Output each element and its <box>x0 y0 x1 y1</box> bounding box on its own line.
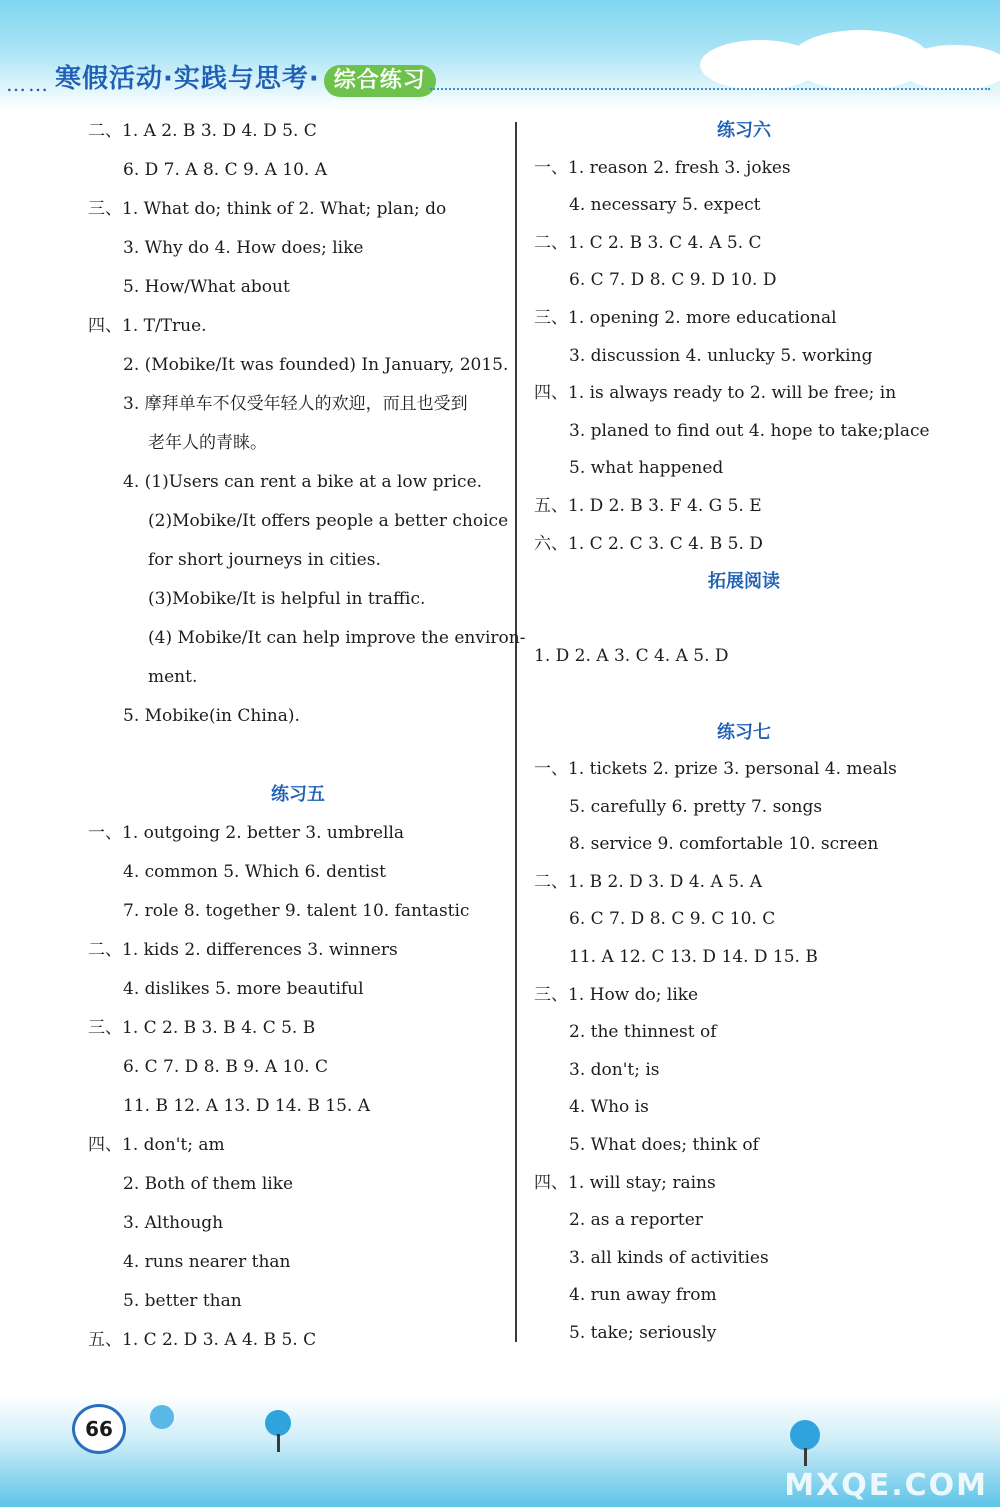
answer-line: 四、1. will stay; rains <box>534 1172 716 1193</box>
answer-line: 4. common 5. Which 6. dentist <box>123 862 386 882</box>
answer-line: 2. (Mobike/It was founded) In January, 2015. <box>123 355 509 375</box>
answer-line: 6. C 7. D 8. C 9. D 10. D <box>569 270 777 291</box>
answer-line: 2. Both of them like <box>123 1174 294 1194</box>
answer-line: 3. Why do 4. How does; like <box>123 238 364 258</box>
right-column <box>534 112 954 1353</box>
answer-line: 3. discussion 4. unlucky 5. working <box>569 345 873 366</box>
answer-line: 5. take; seriously <box>569 1323 717 1343</box>
spacer <box>88 736 508 775</box>
page-number: 66 <box>72 1404 126 1454</box>
answer-line: 五、1. C 2. D 3. A 4. B 5. C <box>88 1330 317 1350</box>
answer-line: 三、1. C 2. B 3. B 4. C 5. B <box>88 1018 316 1038</box>
header-pill: 综合练习 <box>324 65 436 97</box>
snow-tree-icon <box>150 1405 174 1429</box>
snow-tree-icon <box>265 1410 291 1436</box>
header-divider <box>430 88 990 90</box>
answer-line: 二、1. B 2. D 3. D 4. A 5. A <box>534 871 763 892</box>
answer-line: 6. D 7. A 8. C 9. A 10. A <box>123 160 328 180</box>
answer-line: 老年人的青睐。 <box>148 433 267 453</box>
answer-line: 11. B 12. A 13. D 14. B 15. A <box>123 1096 370 1116</box>
section-title: 练习七 <box>717 721 771 743</box>
answer-line: 11. A 12. C 13. D 14. D 15. B <box>569 947 818 968</box>
answer-line: 五、1. D 2. B 3. F 4. G 5. E <box>534 495 762 516</box>
answer-line: 5. How/What about <box>123 277 290 297</box>
answer-line: 2. the thinnest of <box>569 1022 717 1043</box>
header-title <box>55 58 436 97</box>
cloud-decoration <box>900 45 1000 90</box>
answer-line: 一、1. tickets 2. prize 3. personal 4. meals <box>534 759 897 780</box>
answer-line: 四、1. don't; am <box>88 1135 225 1155</box>
left-column <box>88 112 526 1360</box>
answer-line: 5. What does; think of <box>569 1135 759 1156</box>
answer-line: 三、1. How do; like <box>534 984 699 1005</box>
answer-line: 三、1. What do; think of 2. What; plan; do <box>88 199 447 219</box>
answer-line: 3. 摩拜单车不仅受年轻人的欢迎，而且也受到 <box>123 394 468 414</box>
answer-line: 三、1. opening 2. more educational <box>534 307 837 328</box>
answer-line: 二、1. A 2. B 3. D 4. D 5. C <box>88 121 317 141</box>
answer-line: 3. Although <box>123 1213 224 1233</box>
answer-line: 3. all kinds of activities <box>569 1247 769 1268</box>
header-title-text: 寒假活动·实践与思考· <box>55 64 320 94</box>
answer-line: 5. better than <box>123 1291 242 1311</box>
spacer <box>534 676 954 714</box>
watermark-text: MXQE.COM <box>784 1468 988 1503</box>
answer-line: 5. Mobike(in China). <box>123 706 300 726</box>
tree-trunk <box>804 1448 807 1466</box>
answer-line: 4. run away from <box>569 1285 717 1306</box>
answer-line: 一、1. outgoing 2. better 3. umbrella <box>88 823 405 843</box>
answer-line: (3)Mobike/It is helpful in traffic. <box>148 589 426 609</box>
answer-line: for short journeys in cities. <box>148 550 381 570</box>
answer-line: 4. dislikes 5. more beautiful <box>123 979 364 999</box>
section-title: 拓展阅读 <box>708 571 780 593</box>
answer-line: 6. C 7. D 8. B 9. A 10. C <box>123 1057 328 1077</box>
answer-line: 4. (1)Users can rent a bike at a low price. <box>123 472 483 492</box>
answer-line: (4) Mobike/It can help improve the environ- <box>148 628 526 648</box>
answer-line: 4. necessary 5. expect <box>569 195 761 216</box>
answer-line: 二、1. kids 2. differences 3. winners <box>88 940 398 960</box>
answer-line: 四、1. T/True. <box>88 316 207 336</box>
answer-line: 二、1. C 2. B 3. C 4. A 5. C <box>534 232 762 253</box>
answer-line: 1. D 2. A 3. C 4. A 5. D <box>534 646 729 667</box>
section-title: 练习五 <box>271 784 325 805</box>
header-dots: …… <box>6 72 50 96</box>
answer-line: 4. Who is <box>569 1097 649 1118</box>
answer-line: ment. <box>148 667 198 687</box>
answer-line: (2)Mobike/It offers people a better choice <box>148 511 509 531</box>
answer-line: 8. service 9. comfortable 10. screen <box>569 834 879 855</box>
answer-line: 6. C 7. D 8. C 9. C 10. C <box>569 909 776 930</box>
answer-line: 4. runs nearer than <box>123 1252 291 1272</box>
answer-line: 四、1. is always ready to 2. will be free; in <box>534 383 897 404</box>
answer-line: 3. don't; is <box>569 1059 660 1080</box>
answer-line: 一、1. reason 2. fresh 3. jokes <box>534 157 791 178</box>
answer-line: 六、1. C 2. C 3. C 4. B 5. D <box>534 533 763 554</box>
tree-trunk <box>277 1434 280 1452</box>
answer-line: 5. carefully 6. pretty 7. songs <box>569 796 823 817</box>
snow-tree-icon <box>790 1420 820 1450</box>
spacer <box>534 601 954 639</box>
answer-line: 7. role 8. together 9. talent 10. fantastic <box>123 901 470 921</box>
answer-line: 3. planed to find out 4. hope to take;place <box>569 420 930 441</box>
answer-line: 5. what happened <box>569 458 724 479</box>
answer-line: 2. as a reporter <box>569 1210 703 1231</box>
column-divider <box>515 122 517 1342</box>
section-title: 练习六 <box>717 120 771 141</box>
